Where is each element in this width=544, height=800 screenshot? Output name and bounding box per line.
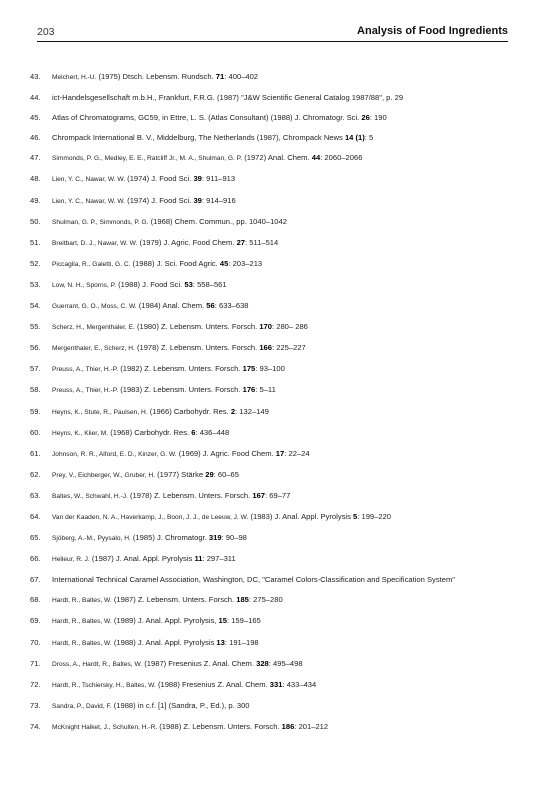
reference-number: 45. xyxy=(30,113,41,123)
reference-item xyxy=(30,364,510,376)
reference-item xyxy=(30,133,510,144)
reference-item xyxy=(30,196,510,208)
reference-item xyxy=(30,113,510,124)
reference-number: 61. xyxy=(30,448,41,458)
reference-list xyxy=(30,72,510,743)
reference-number: 57. xyxy=(30,364,41,374)
reference-item xyxy=(30,322,510,334)
reference-volume: 11 xyxy=(194,554,203,564)
reference-number: 72. xyxy=(30,679,41,689)
reference-text: International Technical Caramel Association, Washington, DC, "Caramel Colors-Classification and Specification System" xyxy=(52,575,455,585)
reference-number: 43. xyxy=(30,72,41,81)
reference-text: : 201–212 xyxy=(294,721,329,731)
reference-volume: 14 (1) xyxy=(344,133,365,143)
reference-text: : 22–24 xyxy=(284,448,310,458)
reference-item xyxy=(30,470,510,482)
reference-authors: Shulman, G. P., Simmonds, P. G. xyxy=(52,218,149,226)
reference-text: (1989) J. Anal. Appl. Pyrolysis, xyxy=(111,616,219,626)
reference-volume: 71 xyxy=(215,72,225,81)
reference-authors: Lien, Y. C., Nawar, W. W. xyxy=(52,176,126,184)
reference-authors: Dross, A., Hardt, R., Baltes, W. xyxy=(52,660,143,668)
reference-number: 50. xyxy=(30,216,41,226)
reference-volume: 5 xyxy=(353,511,358,521)
reference-authors: Hardt, R., Tschiersky, H., Baltes, W. xyxy=(52,681,156,689)
reference-text: Atlas of Chromatograms, GC59, in Ettre, L. S. (Atlas Consultant) (1988) J. Chromatogr. Sci. xyxy=(52,113,362,123)
reference-item xyxy=(30,722,510,734)
reference-text: (1980) Z. Lebensm. Unters. Forsch. xyxy=(134,322,260,332)
reference-text: (1978) Z. Lebensm. Unters. Forsch. xyxy=(127,490,253,500)
reference-text: (1982) Z. Lebensm. Unters. Forsch. xyxy=(118,364,243,374)
reference-item xyxy=(30,575,510,586)
reference-volume: 56 xyxy=(206,301,215,311)
reference-text: : 2060–2066 xyxy=(320,153,363,163)
reference-text: ict-Handelsgesellschaft m.b.H., Frankfurt, F.R.G. (1987) "J&W Scientific General Catalog 1987/88", p. 29 xyxy=(52,93,404,103)
reference-authors: Prey, V., Eichberger, W., Gruber, H. xyxy=(52,471,155,479)
reference-volume: 331 xyxy=(269,679,283,689)
reference-text: : 69–77 xyxy=(265,490,291,500)
reference-text: : 558–561 xyxy=(192,279,227,289)
reference-authors: Low, N. H., Sporns, P. xyxy=(52,281,117,289)
reference-text: : 225–227 xyxy=(272,343,306,353)
reference-number: 49. xyxy=(30,195,41,205)
reference-text: (1969) J. Agric. Food Chem. xyxy=(176,448,276,458)
reference-text: : 159–165 xyxy=(226,616,261,626)
reference-number: 71. xyxy=(30,658,41,668)
reference-item xyxy=(30,238,510,250)
reference-volume: 2 xyxy=(230,406,236,416)
reference-authors: Scherz, H., Mergenthaler, E. xyxy=(52,324,135,332)
reference-volume: 170 xyxy=(259,322,272,332)
reference-volume: 45 xyxy=(219,258,229,268)
reference-authors: Van der Kaaden, N. A., Haverkamp, J., Boon, J. J., de Leeuw, J. W. xyxy=(52,513,249,521)
reference-text: : 90–98 xyxy=(221,533,247,543)
reference-authors: Johnson, R. R., Alford, E. D., Kinzer, G. W. xyxy=(52,450,177,458)
reference-text: (1987) Z. Lebensm. Unters. Forsch. xyxy=(111,595,237,605)
reference-text: : 914–916 xyxy=(201,195,236,205)
reference-text: : 275–280 xyxy=(248,595,283,605)
reference-volume: 6 xyxy=(191,427,196,437)
reference-number: 58. xyxy=(30,385,41,395)
reference-number: 56. xyxy=(30,343,41,353)
reference-text: : 400–402 xyxy=(224,72,259,81)
reference-number: 65. xyxy=(30,533,41,543)
reference-text: (1987) Fresenius Z. Anal. Chem. xyxy=(142,658,257,668)
reference-text: (1977) Stärke xyxy=(154,469,206,479)
reference-text: (1968) Chem. Commun., pp. 1040–1042 xyxy=(148,216,287,226)
reference-item xyxy=(30,217,510,229)
reference-item xyxy=(30,512,510,524)
reference-number: 62. xyxy=(30,469,41,479)
reference-item xyxy=(30,680,510,692)
reference-number: 66. xyxy=(30,554,41,564)
reference-item xyxy=(30,449,510,461)
reference-text: (1975) Dtsch. Lebensm. Rundsch. xyxy=(96,72,216,81)
reference-authors: Preuss, A., Thier, H.-P. xyxy=(52,387,119,395)
reference-item xyxy=(30,616,510,628)
reference-text: (1983) J. Anal. Appl. Pyrolysis xyxy=(248,511,354,521)
reference-authors: Heyns, K., Klier, M. xyxy=(52,429,109,437)
reference-volume: 185 xyxy=(236,595,249,605)
reference-volume: 27 xyxy=(236,237,246,247)
reference-number: 59. xyxy=(30,406,41,416)
reference-number: 55. xyxy=(30,322,41,332)
reference-authors: Hardt, R., Baltes, W. xyxy=(52,618,112,626)
reference-text: : 436–448 xyxy=(195,427,230,437)
reference-authors: Simmonds, P. G., Medley, E. E., Ratcliff Jr., M. A., Shulman, G. P. xyxy=(52,155,243,163)
reference-volume: 15 xyxy=(218,616,227,626)
reference-volume: 167 xyxy=(252,490,266,500)
reference-authors: Helleur, R. J. xyxy=(52,556,90,564)
reference-authors: Heyns, K., Stute, R., Paulsen, H. xyxy=(52,408,148,416)
reference-item xyxy=(30,595,510,607)
reference-text: : 297–311 xyxy=(202,554,236,564)
reference-text: (1968) Carbohydr. Res. xyxy=(108,427,192,437)
reference-text: : 203–213 xyxy=(228,258,263,268)
reference-text: : 60–65 xyxy=(213,469,240,479)
reference-item xyxy=(30,93,510,104)
reference-volume: 26 xyxy=(361,113,370,123)
reference-authors: Lien, Y. C., Nawar, W. W. xyxy=(52,197,126,205)
reference-text: (1966) Carbohydr. Res. xyxy=(147,406,231,416)
reference-number: 52. xyxy=(30,258,41,268)
reference-number: 44. xyxy=(30,93,41,103)
reference-text: : 5 xyxy=(364,133,374,143)
reference-authors: Melchert, H.-U. xyxy=(52,74,97,81)
reference-number: 60. xyxy=(30,427,41,437)
reference-volume: 175 xyxy=(242,364,256,374)
reference-text: : 511–514 xyxy=(245,237,279,247)
reference-item xyxy=(30,533,510,545)
reference-text: (1988) in c.f. [1] (Sandra, P., Ed.), p. 300 xyxy=(111,700,250,710)
reference-volume: 39 xyxy=(193,195,202,205)
reference-text: : 191–198 xyxy=(224,637,259,647)
reference-volume: 176 xyxy=(242,385,256,395)
reference-authors: McKnight Halket, J., Schulten, H.-R. xyxy=(52,723,158,731)
reference-item xyxy=(30,343,510,355)
page-number: 203 xyxy=(37,26,55,38)
reference-number: 47. xyxy=(30,153,41,163)
reference-number: 69. xyxy=(30,616,41,626)
reference-item xyxy=(30,407,510,419)
reference-item xyxy=(30,385,510,397)
reference-text: (1974) J. Food Sci. xyxy=(125,195,194,205)
reference-item xyxy=(30,259,510,271)
reference-volume: 328 xyxy=(256,658,269,668)
reference-text: (1974) J. Food Sci. xyxy=(125,174,194,184)
reference-number: 68. xyxy=(30,595,41,605)
reference-number: 51. xyxy=(30,237,41,247)
reference-item xyxy=(30,153,510,165)
reference-text: : 911–913 xyxy=(201,174,236,184)
reference-text: (1979) J. Agric. Food Chem. xyxy=(137,237,237,247)
reference-number: 67. xyxy=(30,575,41,585)
reference-number: 48. xyxy=(30,174,41,184)
reference-volume: 166 xyxy=(259,343,272,353)
reference-authors: Baltes, W., Schwahl, H.-J. xyxy=(52,492,128,500)
reference-number: 70. xyxy=(30,637,41,647)
reference-text: (1988) Z. Lebensm. Unters. Forsch. xyxy=(157,721,282,731)
reference-item xyxy=(30,701,510,713)
reference-volume: 39 xyxy=(193,174,202,184)
reference-text: (1985) J. Chromatogr. xyxy=(130,533,209,543)
reference-authors: Mergenthaler, E., Scherz, H. xyxy=(52,345,135,353)
reference-text: (1987) J. Anal. Appl. Pyrolysis xyxy=(89,554,195,564)
reference-text: : 190 xyxy=(369,113,387,123)
reference-number: 53. xyxy=(30,279,41,289)
reference-text: (1988) J. Food Sci. xyxy=(116,279,185,289)
reference-item xyxy=(30,280,510,292)
reference-text: : 433–434 xyxy=(282,679,317,689)
reference-text: : 132–149 xyxy=(235,406,269,416)
reference-number: 63. xyxy=(30,490,41,500)
reference-item xyxy=(30,301,510,313)
reference-text: : 495–498 xyxy=(268,658,303,668)
reference-authors: Hardt, R., Baltes, W. xyxy=(52,639,112,647)
reference-item xyxy=(30,554,510,566)
reference-text: : 199–220 xyxy=(357,511,392,521)
reference-item xyxy=(30,72,510,84)
reference-item xyxy=(30,638,510,650)
running-title: Analysis of Food Ingredients xyxy=(357,25,508,37)
reference-text: (1978) Z. Lebensm. Unters. Forsch. xyxy=(134,343,260,353)
reference-item xyxy=(30,428,510,440)
reference-text: (1988) J. Anal. Appl. Pyrolysis xyxy=(111,637,217,647)
reference-number: 74. xyxy=(30,721,41,731)
running-header xyxy=(37,25,508,42)
reference-text: : 633–638 xyxy=(214,301,249,311)
reference-number: 46. xyxy=(30,133,41,143)
reference-text: : 93–100 xyxy=(255,364,285,374)
reference-number: 73. xyxy=(30,700,41,710)
reference-item xyxy=(30,174,510,186)
reference-authors: Sandra, P., David, F. xyxy=(52,702,112,710)
reference-text: (1983) Z. Lebensm. Unters. Forsch. xyxy=(118,385,243,395)
reference-volume: 13 xyxy=(216,637,225,647)
reference-number: 54. xyxy=(30,301,41,311)
reference-authors: Preuss, A., Thier, H.-P. xyxy=(52,366,119,374)
reference-volume: 319 xyxy=(208,533,222,543)
reference-text: (1988) J. Sci. Food Agric. xyxy=(130,258,220,268)
reference-volume: 186 xyxy=(281,721,295,731)
reference-text: : 280– 286 xyxy=(272,322,308,332)
reference-text: : 5–11 xyxy=(255,385,276,395)
reference-text: (1984) Anal. Chem. xyxy=(136,301,207,311)
reference-item xyxy=(30,491,510,503)
reference-volume: 29 xyxy=(205,469,214,479)
reference-text: (1972) Anal. Chem. xyxy=(242,153,312,163)
reference-text: (1988) Fresenius Z. Anal. Chem. xyxy=(155,679,270,689)
reference-authors: Piccaglia, R., Galetti, G. C. xyxy=(52,260,131,268)
reference-number: 64. xyxy=(30,511,41,521)
reference-volume: 53 xyxy=(184,279,193,289)
reference-text: Chrompack International B. V., Middelburg, The Netherlands (1987), Chrompack News xyxy=(52,133,345,143)
reference-authors: Hardt, R., Baltes, W. xyxy=(52,597,112,605)
reference-volume: 17 xyxy=(275,448,285,458)
reference-volume: 44 xyxy=(311,153,321,163)
reference-item xyxy=(30,659,510,671)
reference-authors: Sjöberg, A.-M., Pyysalo, H. xyxy=(52,535,131,543)
reference-authors: Guerrant, G. O., Moss, C. W. xyxy=(52,303,137,311)
reference-authors: Breitbart, D. J., Nawar, W. W. xyxy=(52,239,138,247)
